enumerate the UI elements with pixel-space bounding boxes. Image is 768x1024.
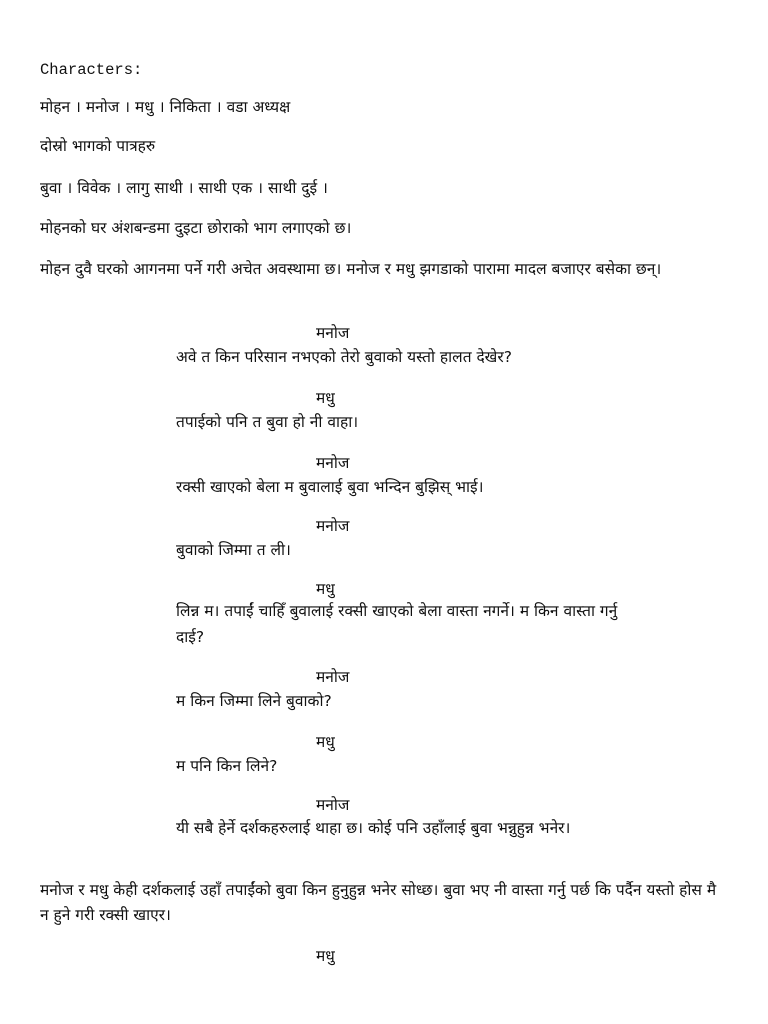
scene-description-2: मोहन दुवै घरको आगनमा पर्ने गरी अचेत अवस्थामा छ। मनोज र मधु झगडाको पारामा मादल बजाएर बसेका छन्। [40,260,662,278]
speaker-name: मनोज [316,324,350,342]
speaker-name: मनोज [316,517,350,535]
dialogue-line: म पनि किन लिने? [176,757,278,775]
dialogue-line: म किन जिम्मा लिने बुवाको? [176,692,332,710]
dialogue-line: लिन्न म। तपाईं चाहिँ बुवालाई रक्सी खाएको बेला वास्ता नगर्ने। म किन वास्ता गर्नु दाई? [176,602,618,646]
characters-heading: Characters: [40,61,143,79]
dialogue-line: बुवाको जिम्मा त ली। [176,541,291,559]
dialogue-line: रक्सी खाएको बेला म बुवालाई बुवा भन्दिन बुझिस् भाई। [176,478,484,496]
dialogue-line: यी सबै हेर्ने दर्शकहरुलाई थाहा छ। कोई पनि उहाँलाई बुवा भन्नुहुन्न भनेर। [176,819,571,837]
scene-description-3: मनोज र मधु केही दर्शकलाई उहाँ तपाईंको बुवा किन हुनुहुन्न भनेर सोध्छ। बुवा भए नी वास्ता गर्नु पर्छ कि पर्दैन यस्तो होस मै न हुने गरी रक्सी खाएर। [40,881,717,924]
speaker-name: मधु [316,733,335,751]
part-two-cast-heading: दोस्रो भागको पात्रहरु [40,137,156,155]
speaker-name: मनोज [316,454,350,472]
dialogue-line: तपाईको पनि त बुवा हो नी वाहा। [176,413,359,431]
speaker-name: मधु [316,947,335,965]
part-two-cast-list: बुवा । विवेक । लागु साथी । साथी एक । साथी दुई । [40,179,328,197]
dialogue-line: अवे त किन परिसान नभएको तेरो बुवाको यस्तो हालत देखेर? [176,348,512,366]
cast-list: मोहन । मनोज । मधु । निकिता । वडा अध्यक्ष [40,98,291,116]
speaker-name: मनोज [316,668,350,686]
speaker-name: मधु [316,580,335,598]
speaker-name: मधु [316,389,335,407]
scene-description-1: मोहनको घर अंशबन्डमा दुइटा छोराको भाग लगाएको छ। [40,219,352,237]
speaker-name: मनोज [316,796,350,814]
